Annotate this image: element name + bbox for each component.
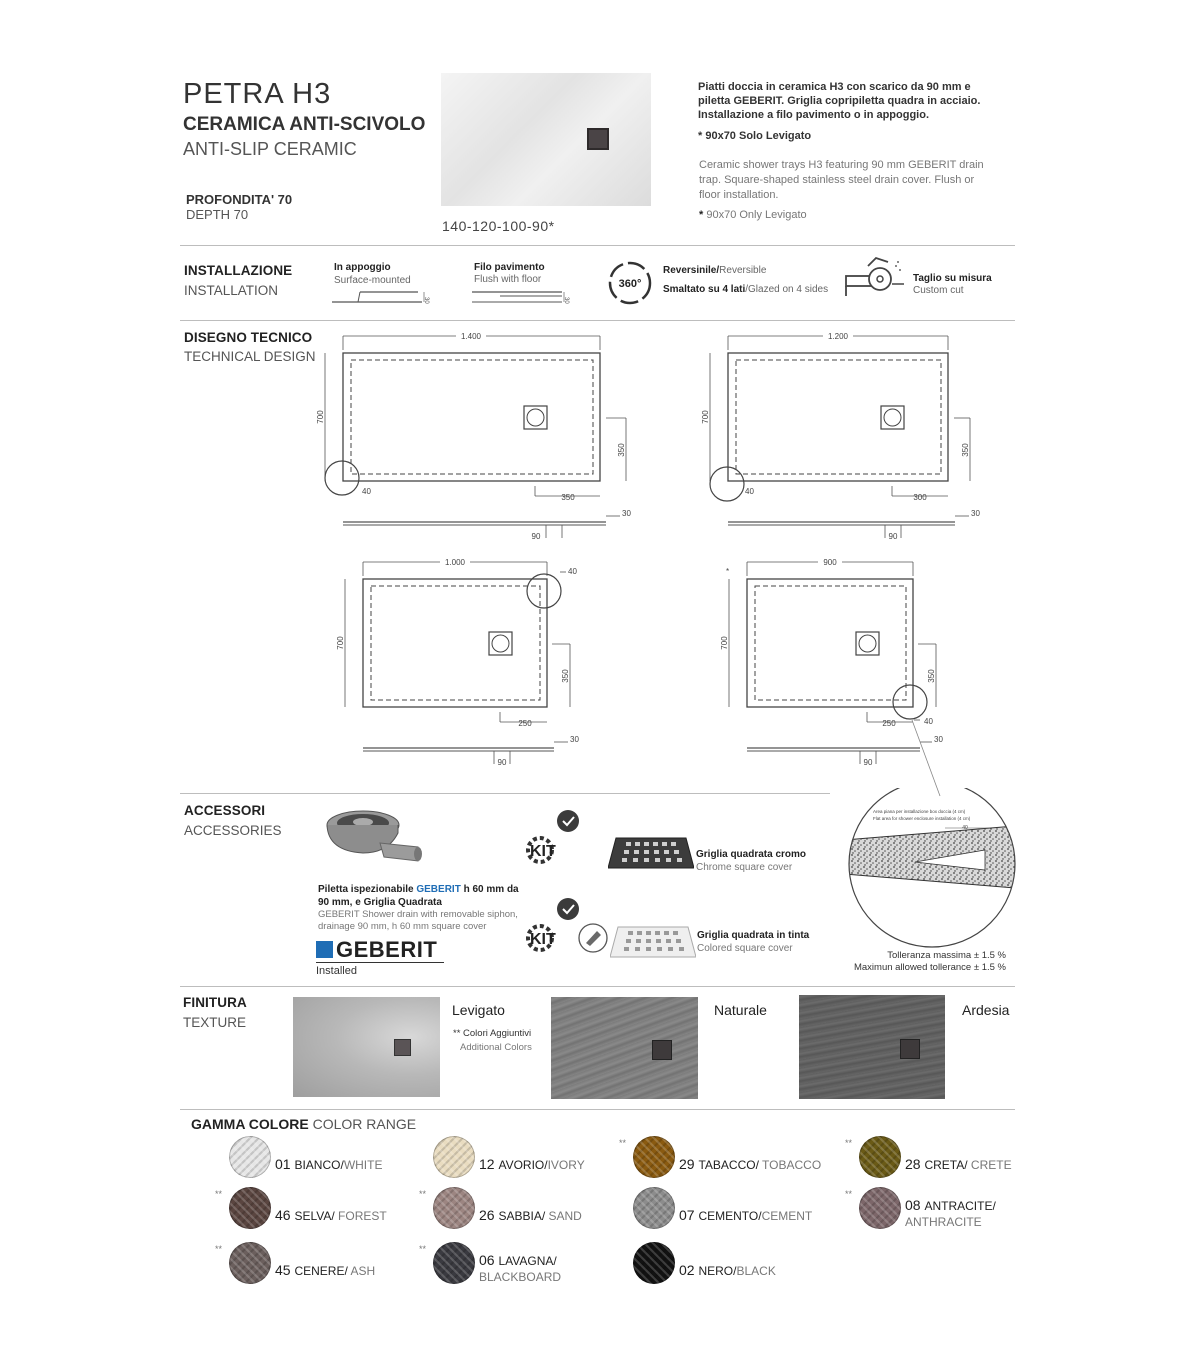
star-mark: * bbox=[726, 567, 730, 576]
dim-height: 700 bbox=[720, 636, 729, 650]
kit-label-2: KIT bbox=[530, 931, 556, 948]
geberit-logo-text: GEBERIT bbox=[336, 937, 438, 962]
geberit-logo bbox=[316, 937, 444, 962]
color-number: 07 bbox=[679, 1207, 699, 1223]
texture-title: FINITURA bbox=[183, 995, 247, 1010]
flush-height-mark: 30 bbox=[563, 297, 569, 304]
color-number: 06 bbox=[479, 1252, 499, 1268]
dim-drain-diam: 90 bbox=[888, 532, 898, 541]
color-name-it: CEMENTO/ bbox=[698, 1209, 762, 1223]
reversible-360-label: 360° bbox=[618, 278, 642, 290]
color-name-en: CRETE bbox=[967, 1158, 1012, 1172]
kit-gear-icon-2 bbox=[520, 896, 610, 958]
surface-mounted-icon bbox=[330, 288, 440, 308]
glazed-en: /Glazed on 4 sides bbox=[745, 284, 829, 295]
color-label-02 bbox=[679, 1262, 776, 1278]
color-name-en: ASH bbox=[347, 1264, 376, 1278]
note-en bbox=[699, 209, 807, 221]
technical-subtitle: TECHNICAL DESIGN bbox=[184, 349, 316, 364]
color-range-en: COLOR RANGE bbox=[312, 1116, 417, 1132]
drain-desc-b: h 60 mm da 90 mm, e Griglia Quadrata bbox=[318, 884, 519, 908]
installation-subtitle: INSTALLATION bbox=[184, 283, 279, 298]
color-name-en: CEMENT bbox=[761, 1209, 813, 1223]
color-label-07 bbox=[679, 1207, 812, 1223]
divider bbox=[180, 1109, 1015, 1110]
color-number: 26 bbox=[479, 1207, 499, 1223]
reversible-sep: / bbox=[716, 265, 720, 276]
color-swatch-26 bbox=[433, 1187, 475, 1229]
note-it: * 90x70 Solo Levigato bbox=[698, 130, 812, 142]
color-name-it: SABBIA/ bbox=[498, 1209, 546, 1223]
installed-label: Installed bbox=[316, 965, 357, 977]
dim-width: 900 bbox=[823, 558, 837, 567]
dim-height: 700 bbox=[701, 410, 710, 424]
detail-dim: 40 bbox=[962, 825, 968, 831]
reversible-it: Reversinile bbox=[663, 265, 717, 276]
color-label-12 bbox=[479, 1156, 585, 1172]
accessories-title: ACCESSORI bbox=[184, 803, 266, 818]
color-swatch-08 bbox=[859, 1187, 901, 1229]
chrome-cover-image bbox=[608, 836, 694, 870]
dim-corner: 40 bbox=[362, 487, 371, 496]
subtitle-it: CERAMICA ANTI-SCIVOLO bbox=[183, 114, 426, 135]
color-number: 29 bbox=[679, 1156, 699, 1172]
divider bbox=[180, 320, 1015, 321]
detail-leader-line bbox=[900, 718, 960, 798]
depth-en: DEPTH 70 bbox=[186, 207, 249, 222]
color-number: 12 bbox=[479, 1156, 499, 1172]
accessories-subtitle: ACCESSORIES bbox=[184, 823, 282, 838]
reversible-label bbox=[663, 265, 766, 276]
drain-cover-icon bbox=[394, 1039, 411, 1056]
edge-detail-zoom bbox=[845, 788, 1020, 948]
color-name-it: CENERE/ bbox=[294, 1264, 348, 1278]
glazed-label bbox=[663, 284, 828, 295]
drain-cover-icon bbox=[652, 1040, 672, 1060]
color-label-08 bbox=[905, 1197, 996, 1230]
product-title: PETRA H3 bbox=[183, 78, 332, 110]
reversible-360-icon bbox=[603, 258, 657, 308]
color-swatch-45 bbox=[229, 1242, 271, 1284]
texture-ardesia-label: Ardesia bbox=[962, 1002, 1010, 1018]
dim-corner: 40 bbox=[568, 567, 577, 576]
drain-cover-icon bbox=[587, 128, 609, 150]
color-name-it: BIANCO/ bbox=[294, 1158, 344, 1172]
kit-label: KIT bbox=[530, 843, 556, 860]
surface-mounted-en: Surface-mounted bbox=[334, 275, 411, 286]
color-swatch-07 bbox=[633, 1187, 675, 1229]
colored-cover-image bbox=[610, 925, 696, 959]
texture-subtitle: TEXTURE bbox=[183, 1015, 247, 1030]
additional-color-mark: ** bbox=[215, 1189, 223, 1199]
dim-thickness: 30 bbox=[934, 735, 943, 744]
dim-thickness: 30 bbox=[570, 735, 579, 744]
color-name-en: IVORY bbox=[547, 1158, 585, 1172]
color-range-title bbox=[191, 1116, 416, 1132]
color-swatch-12 bbox=[433, 1136, 475, 1178]
description-it: Piatti doccia in ceramica H3 con scarico da 90 mm e piletta GEBERIT. Griglia copripiletta quadra in acciaio. Installazione a filo pavimento o in appoggio. bbox=[698, 81, 981, 121]
color-name-it: TABACCO/ bbox=[698, 1158, 759, 1172]
color-swatch-28 bbox=[859, 1136, 901, 1178]
surface-height-mark: 30 bbox=[423, 297, 429, 304]
drain-trap-image bbox=[318, 803, 428, 873]
color-label-29 bbox=[679, 1156, 821, 1172]
drain-description-it bbox=[318, 883, 523, 909]
drain-cover-icon bbox=[900, 1039, 920, 1059]
color-name-it: NERO/ bbox=[698, 1264, 737, 1278]
texture-ardesia-image bbox=[799, 995, 945, 1099]
color-number: 28 bbox=[905, 1156, 925, 1172]
divider bbox=[180, 793, 830, 794]
color-label-45 bbox=[275, 1262, 375, 1278]
color-label-28 bbox=[905, 1156, 1012, 1172]
color-swatch-06 bbox=[433, 1242, 475, 1284]
color-number: 45 bbox=[275, 1262, 295, 1278]
additional-color-mark: ** bbox=[215, 1244, 223, 1254]
colored-cover-en: Colored square cover bbox=[697, 943, 793, 954]
color-label-26 bbox=[479, 1207, 582, 1223]
subtitle-en: ANTI-SLIP CERAMIC bbox=[183, 139, 357, 159]
dim-width: 1.200 bbox=[827, 332, 849, 341]
dim-width: 1.000 bbox=[444, 558, 466, 567]
texture-levigato-image bbox=[293, 997, 440, 1097]
product-photo bbox=[441, 73, 651, 206]
dim-drain-x: 250 bbox=[518, 719, 532, 728]
color-range-it: GAMMA COLORE bbox=[191, 1116, 309, 1132]
color-name-en: WHITE bbox=[343, 1158, 383, 1172]
color-name-en: SAND bbox=[545, 1209, 582, 1223]
saw-cut-icon bbox=[842, 254, 908, 300]
drain-desc-brand: GEBERIT bbox=[416, 884, 461, 895]
installation-title: INSTALLAZIONE bbox=[184, 263, 293, 278]
description-en: Ceramic shower trays H3 featuring 90 mm GEBERIT drain trap. Square-shaped stainless steel drain cover. Flush or floor installation. bbox=[699, 159, 984, 201]
drain-desc-a: Piletta ispezionabile bbox=[318, 884, 417, 895]
drain-description-en: GEBERIT Shower drain with removable siphon, drainage 90 mm, h 60 mm square cover bbox=[318, 909, 518, 932]
color-swatch-01 bbox=[229, 1136, 271, 1178]
color-number: 08 bbox=[905, 1197, 925, 1213]
color-swatch-02 bbox=[633, 1242, 675, 1284]
custom-cut-it: Taglio su misura bbox=[913, 273, 992, 284]
color-name-en: ANTHRACITE bbox=[905, 1215, 982, 1229]
color-swatch-46 bbox=[229, 1187, 271, 1229]
dim-drain-y: 350 bbox=[561, 669, 570, 683]
dim-drain-x: 300 bbox=[913, 493, 927, 502]
chrome-cover-en: Chrome square cover bbox=[696, 862, 793, 873]
color-name-it: SELVA/ bbox=[294, 1209, 335, 1223]
color-number: 01 bbox=[275, 1156, 295, 1172]
dim-drain-diam: 90 bbox=[531, 532, 541, 541]
color-name-it: ANTRACITE/ bbox=[924, 1199, 996, 1213]
flush-icon bbox=[470, 288, 580, 308]
dim-drain-x: 250 bbox=[882, 719, 896, 728]
dim-drain-diam: 90 bbox=[863, 758, 873, 767]
colored-cover-it: Griglia quadrata in tinta bbox=[697, 930, 810, 941]
texture-naturale-image bbox=[551, 997, 698, 1099]
color-label-46 bbox=[275, 1207, 387, 1223]
depth-it: PROFONDITA' 70 bbox=[186, 192, 293, 207]
color-label-01 bbox=[275, 1156, 382, 1172]
tolerance-en: Maximun allowed tollerance ± 1.5 % bbox=[853, 962, 1006, 973]
dim-drain-x: 350 bbox=[561, 493, 575, 502]
drawing-1200 bbox=[695, 326, 995, 546]
note-en-star: * bbox=[699, 209, 704, 221]
texture-levigato-label: Levigato bbox=[452, 1002, 505, 1018]
dim-drain-diam: 90 bbox=[497, 758, 507, 767]
divider bbox=[180, 245, 1015, 246]
geberit-logo-square bbox=[316, 941, 333, 958]
dim-drain-y: 350 bbox=[961, 443, 970, 457]
texture-naturale-label: Naturale bbox=[714, 1002, 767, 1018]
color-name-en: BLACK bbox=[736, 1264, 776, 1278]
divider bbox=[180, 986, 1015, 987]
detail-note-it: Area piana per installazione box doccia (4 cm) bbox=[873, 809, 966, 814]
glazed-it: Smaltato su 4 lati bbox=[663, 284, 746, 295]
drawing-1400 bbox=[310, 326, 640, 546]
dim-drain-y: 350 bbox=[927, 669, 936, 683]
extra-colors-it: ** Colori Aggiuntivi bbox=[453, 1028, 532, 1039]
dim-corner: 40 bbox=[745, 487, 754, 496]
dim-height: 700 bbox=[316, 410, 325, 424]
color-swatch-29 bbox=[633, 1136, 675, 1178]
tolerance-it: Tolleranza massima ± 1.5 % bbox=[887, 950, 1006, 961]
reversible-en: Reversible bbox=[719, 265, 767, 276]
color-name-it: AVORIO/ bbox=[498, 1158, 548, 1172]
sizes-label: 140-120-100-90* bbox=[442, 218, 555, 234]
kit-gear-icon bbox=[520, 808, 582, 870]
surface-mounted-it: In appoggio bbox=[334, 262, 391, 273]
flush-en: Flush with floor bbox=[474, 274, 542, 285]
color-name-en: TOBACCO bbox=[758, 1158, 822, 1172]
color-name-it: LAVAGNA/ bbox=[498, 1254, 557, 1268]
geberit-logo-underline bbox=[316, 962, 444, 963]
dim-height: 700 bbox=[336, 636, 345, 650]
flush-it: Filo pavimento bbox=[474, 262, 545, 273]
additional-color-mark: ** bbox=[419, 1244, 427, 1254]
note-en-text: 90x70 Only Levigato bbox=[703, 209, 807, 221]
color-name-en: BLACKBOARD bbox=[479, 1270, 562, 1284]
chrome-cover-it: Griglia quadrata cromo bbox=[696, 849, 807, 860]
dim-thickness: 30 bbox=[971, 509, 980, 518]
dim-thickness: 30 bbox=[622, 509, 631, 518]
technical-title: DISEGNO TECNICO bbox=[184, 330, 313, 345]
extra-colors-en: Additional Colors bbox=[460, 1042, 532, 1053]
dim-corner: 40 bbox=[924, 717, 933, 726]
additional-color-mark: ** bbox=[845, 1189, 853, 1199]
dim-drain-y: 350 bbox=[617, 443, 626, 457]
color-number: 02 bbox=[679, 1262, 699, 1278]
color-number: 46 bbox=[275, 1207, 295, 1223]
color-name-en: FOREST bbox=[334, 1209, 387, 1223]
color-label-06 bbox=[479, 1252, 561, 1285]
additional-color-mark: ** bbox=[845, 1138, 853, 1148]
custom-cut-en: Custom cut bbox=[913, 285, 964, 296]
color-name-it: CRETA/ bbox=[924, 1158, 968, 1172]
additional-color-mark: ** bbox=[619, 1138, 627, 1148]
dim-width: 1.400 bbox=[460, 332, 482, 341]
detail-note-en: Flat area for shower enclosure installation (4 cm) bbox=[873, 816, 971, 821]
additional-color-mark: ** bbox=[419, 1189, 427, 1199]
drawing-1000 bbox=[330, 552, 590, 772]
